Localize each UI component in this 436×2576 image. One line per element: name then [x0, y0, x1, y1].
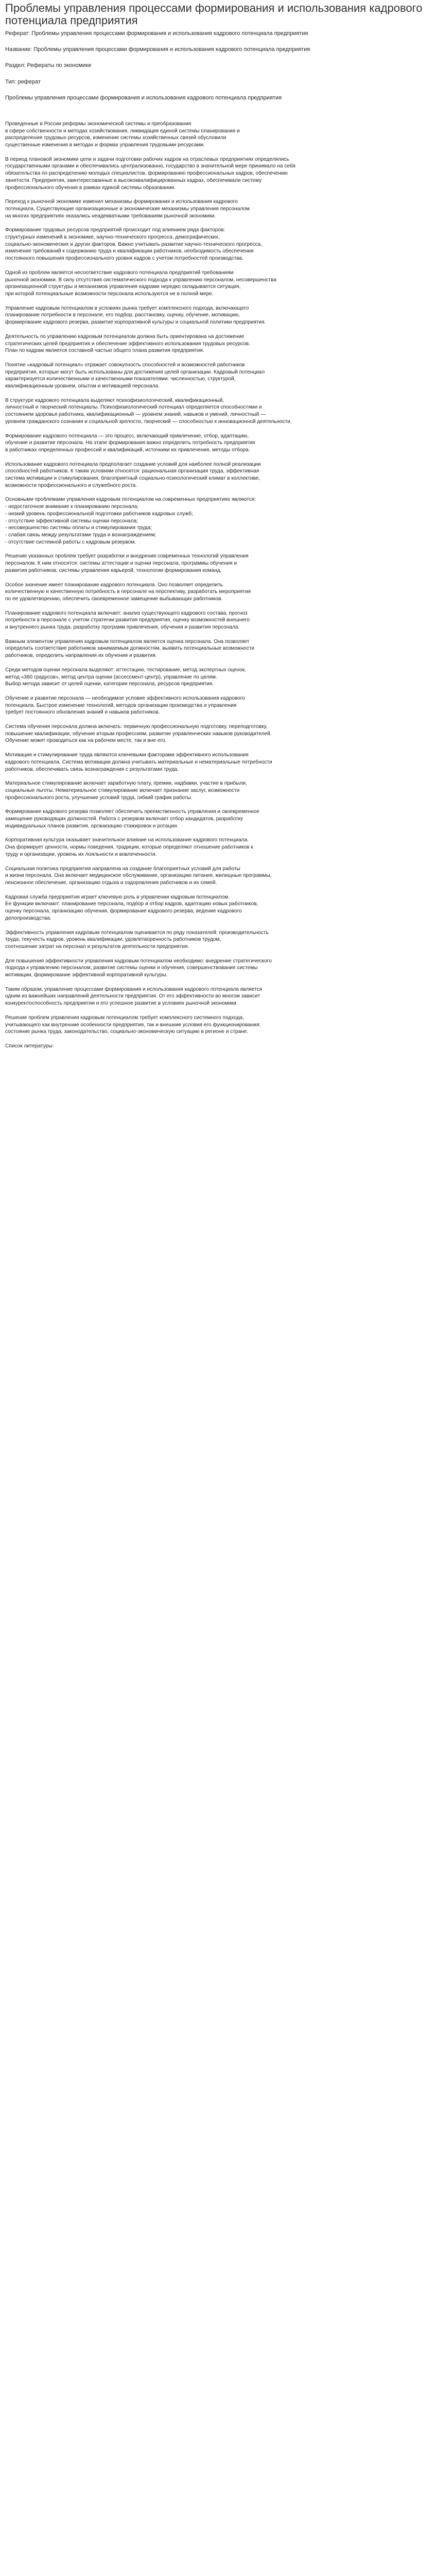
referat-line: Реферат: Проблемы управления процессами формирования и использования кадрового потенциала предприятия — [5, 30, 308, 37]
body-paragraph: Формирование трудовых ресурсов предприятий происходит под влиянием ряда факторов: структурных изменений в экономике, научно-технического прогресса, демографических, социально-экономических и других факторов. Важно учитывать развитие научно-технического прогресса, изменение требований к содержанию труда и квалификации работников, необходимость обеспечения постоянного повышения профессионального уровня кадров с учетом потребностей производства. — [5, 227, 263, 262]
body-paragraph: Формирование кадрового потенциала — это процесс, включающий привлечение, отбор, адаптацию, обучение и развитие персонала. На этапе формирования важно определить потребность предприятия в работниках определенных профессий и квалификаций, источники их привлечения, методы отбора. — [5, 433, 255, 453]
body-paragraph: Таким образом, управление процессами формирования и использования кадрового потенциала является одним из важнейших направлений деятельности предприятия. От его эффективности во многом зависит конкурентоспособность предприятия и его успешное развитие в условиях рыночной экономики. — [5, 986, 262, 1007]
body-paragraph: Использование кадрового потенциала предполагает создание условий для наиболее полной реализации способностей работников. К таким условиям относятся: рациональная организация труда, эффективная система мотивации и стимулирования, благоприятный социально-психологический климат в коллективе, возможности профессионального и служебного роста. — [5, 461, 261, 488]
page-title: Проблемы управления процессами формирования и использования кадрового потенциала предприятия — [5, 2, 423, 27]
body-paragraph: Материальное стимулирование включает заработную плату, премии, надбавки, участие в прибыли, социальные льготы. Нематериальное стимулирование включает признание заслуг, возможности профессионального роста, улучшение условий труда, гибкий график работы. — [5, 781, 247, 801]
body-paragraph: Одной из проблем является несоответствие кадрового потенциала предприятий требованиям рыночной экономики. В силу отсутствия систематического подхода к управлению персоналом, несовершенства организационной структуры и механизмов управления кадрами нередко складывается ситуация, при которой потенциальные возможности персонала используются не в полной мере. — [5, 269, 276, 297]
body-paragraph: Деятельность по управлению кадровым потенциалом должна быть ориентирована на достижение стратегических целей предприятия и обеспечение эффективного использования трудовых ресурсов. План по кадрам является составной частью общего плана развития предприятия. — [5, 333, 250, 354]
body-paragraph: В период плановой экономики цели и задачи подготовки рабочих кадров на отраслевых предприятиях определялись государственными органами и обеспечивались централизованно, государство в значительной мере принимало на себя обязательства по распределению молодых специалистов, формированию профессиональных кадров, обеспечению занятости. Предприятия, заинтересованные в высококвалифицированных кадрах, обеспечивали систему профессионального обучения в рамках единой системы образования. — [5, 156, 295, 191]
body-paragraph: Важным элементом управления кадровым потенциалом является оценка персонала. Она позволяет определить соответствие работников занимаемым должностям, выявить потенциальные возможности работников, определить направления их обучения и развития. — [5, 638, 255, 659]
section-line: Раздел: Рефераты по экономике — [5, 62, 92, 69]
body-paragraph: Список литературы: — [5, 1043, 54, 1049]
type-line: Тип: реферат — [5, 78, 41, 85]
intro-title-line: Проблемы управления процессами формирования и использования кадрового потенциала предприятия — [5, 94, 282, 101]
body-paragraph: Формирование кадрового резерва позволяет обеспечить преемственность управления и своевременное замещение руководящих должностей. Работа с резервом включает отбор кандидатов, разработку индивидуальных планов развития, организацию стажировок и ротации. — [5, 809, 259, 829]
body-paragraph: Социальная политика предприятия направлена на создание благоприятных условий для работы и жизни персонала. Она включает медицинское обслуживание, организацию питания, жилищные программы, пенсионное обеспечение, организацию отдыха и оздоровления работников и их семей. — [5, 866, 272, 886]
body-paragraph: Кадровая служба предприятия играет ключевую роль в управлении кадровым потенциалом. Ее функции включают: планирование персонала, подбор и отбор кадров, адаптацию новых работников, оценку персонала, организацию обучения, формирование кадрового резерва, ведение кадрового делопроизводства. — [5, 894, 258, 921]
body-paragraph: Обучение и развитие персонала — необходимое условие эффективного использования кадрового потенциала. Быстрое изменение технологий, методов организации производства и управления требует постоянного обновления знаний и навыков работников. — [5, 695, 245, 716]
body-paragraph: В структуре кадрового потенциала выделяют психофизиологический, квалификационный, личностный и творческий потенциалы. Психофизиологический потенциал определяется способностями и состоянием здоровья работника, квалификационный — уровнем знаний, навыков и умений, личностный — уровнем гражданского сознания и социальной зрелости, творческий — способностью к инновационной деятельности. — [5, 397, 292, 425]
name-line: Название: Проблемы управления процессами формирования и использования кадрового потенциала предприятия — [5, 46, 310, 53]
document-body — [5, 121, 433, 1050]
body-paragraph: Система обучения персонала должна включать: первичную профессиональную подготовку, переподготовку, повышение квалификации, обучение вторым профессиям, развитие управленческих навыков руководителей. Обучение может проводиться как на рабочем месте, так и вне его. — [5, 724, 272, 744]
body-paragraph: Решение указанных проблем требует разработки и внедрения современных технологий управления персоналом. К ним относятся: системы аттестации и оценки персонала, программы обучения и развития работников, системы управления карьерой, технологии формирования команд. — [5, 553, 249, 573]
body-paragraph: Планирование кадрового потенциала включает: анализ существующего кадрового состава, прогноз потребности в персонале с учетом стратегии развития предприятия, оценку возможностей внешнего и внутреннего рынка труда, разработку программ привлечения, обучения и развития персонала. — [5, 610, 250, 631]
body-paragraph: Проведенные в России реформы экономической системы и преобразования в сфере собственности и методах хозяйствования, ликвидация единой системы планирования и распределения трудовых ресурсов, изменение системы хозяйственных связей обусловили существенные изменения в методах и формах управления трудовыми ресурсами. — [5, 121, 240, 148]
body-paragraph: Понятие «кадровый потенциал» отражает совокупность способностей и возможностей работников предприятия, которые могут быть использованы для достижения целей организации. Кадровый потенциал характеризуется количественными и качественными показателями: численностью, структурой, квалификационным уровнем, опытом и мотивацией персонала. — [5, 362, 265, 389]
body-paragraph: Корпоративная культура оказывает значительное влияние на использование кадрового потенциала. Она формирует ценности, нормы поведения, традиции, которые определяют отношение работников к труду и организации, уровень их лояльности и вовлеченности. — [5, 837, 253, 857]
body-paragraph: Основными проблемами управления кадровым потенциалом на современных предприятиях являются: - недостаточное внимание к планированию персонала; - низкий уровень профессиональной подготовки работников кадровых служб; - отсутствие эффективной системы оценки персонала; - несовершенство системы оплаты и стимулирования труда; - слабая связь между результатами труда и вознаграждением; - отсутствие системной работы с кадровым резервом. — [5, 497, 256, 545]
body-paragraph: Для повышения эффективности управления кадровым потенциалом необходимо: внедрение стратегического подхода к управлению персоналом, развитие системы оценки и обучения, совершенствование системы мотивации, формирование эффективной корпоративной культуры. — [5, 958, 272, 978]
body-paragraph: Среди методов оценки персонала выделяют: аттестацию, тестирование, метод экспертных оценок, метод «360 градусов», метод центра оценки (ассессмент-центр), управление по целям. Выбор метода зависит от целей оценки, категории персонала, ресурсов предприятия. — [5, 667, 246, 687]
body-paragraph: Управление кадровым потенциалом в условиях рынка требует комплексного подхода, включающего планирование потребности в персонале, его подбор, расстановку, оценку, обучение, мотивацию, формирование кадрового резерва, развитие корпоративной культуры и социальной политики предприятия. — [5, 305, 266, 326]
body-paragraph: Решение проблем управления кадровым потенциалом требует комплексного системного подхода, учитывающего как внутренние особенности предприятия, так и внешние условия его функционирования: состояние рынка труда, законодательство, социально-экономическую ситуацию в регионе и стране. — [5, 1014, 261, 1035]
body-paragraph: Эффективность управления кадровым потенциалом оценивается по ряду показателей: производительность труда, текучесть кадров, уровень квалификации, удовлетворенность работников трудом, соотношение затрат на персонал и результатов деятельности предприятия. — [5, 929, 269, 950]
section-spacer — [5, 110, 433, 121]
body-paragraph: Мотивация и стимулирование труда являются ключевыми факторами эффективного использования кадрового потенциала. Система мотивации должна учитывать материальные и нематериальные потребности работников, обеспечивать связь вознаграждения с результатами труда. — [5, 752, 272, 772]
body-paragraph: Переход к рыночной экономике изменил механизмы формирования и использования кадрового потенциала. Существующие организационные и экономические механизмы управления персоналом на многих предприятиях оказались неадекватными требованиям рыночной экономики. — [5, 199, 250, 219]
body-paragraph: Особое значение имеет планирование кадрового потенциала. Оно позволяет определить количественную и качественную потребность в персонале на перспективу, разработать мероприятия по ее удовлетворению, обеспечить своевременное замещение выбывающих работников. — [5, 582, 251, 602]
